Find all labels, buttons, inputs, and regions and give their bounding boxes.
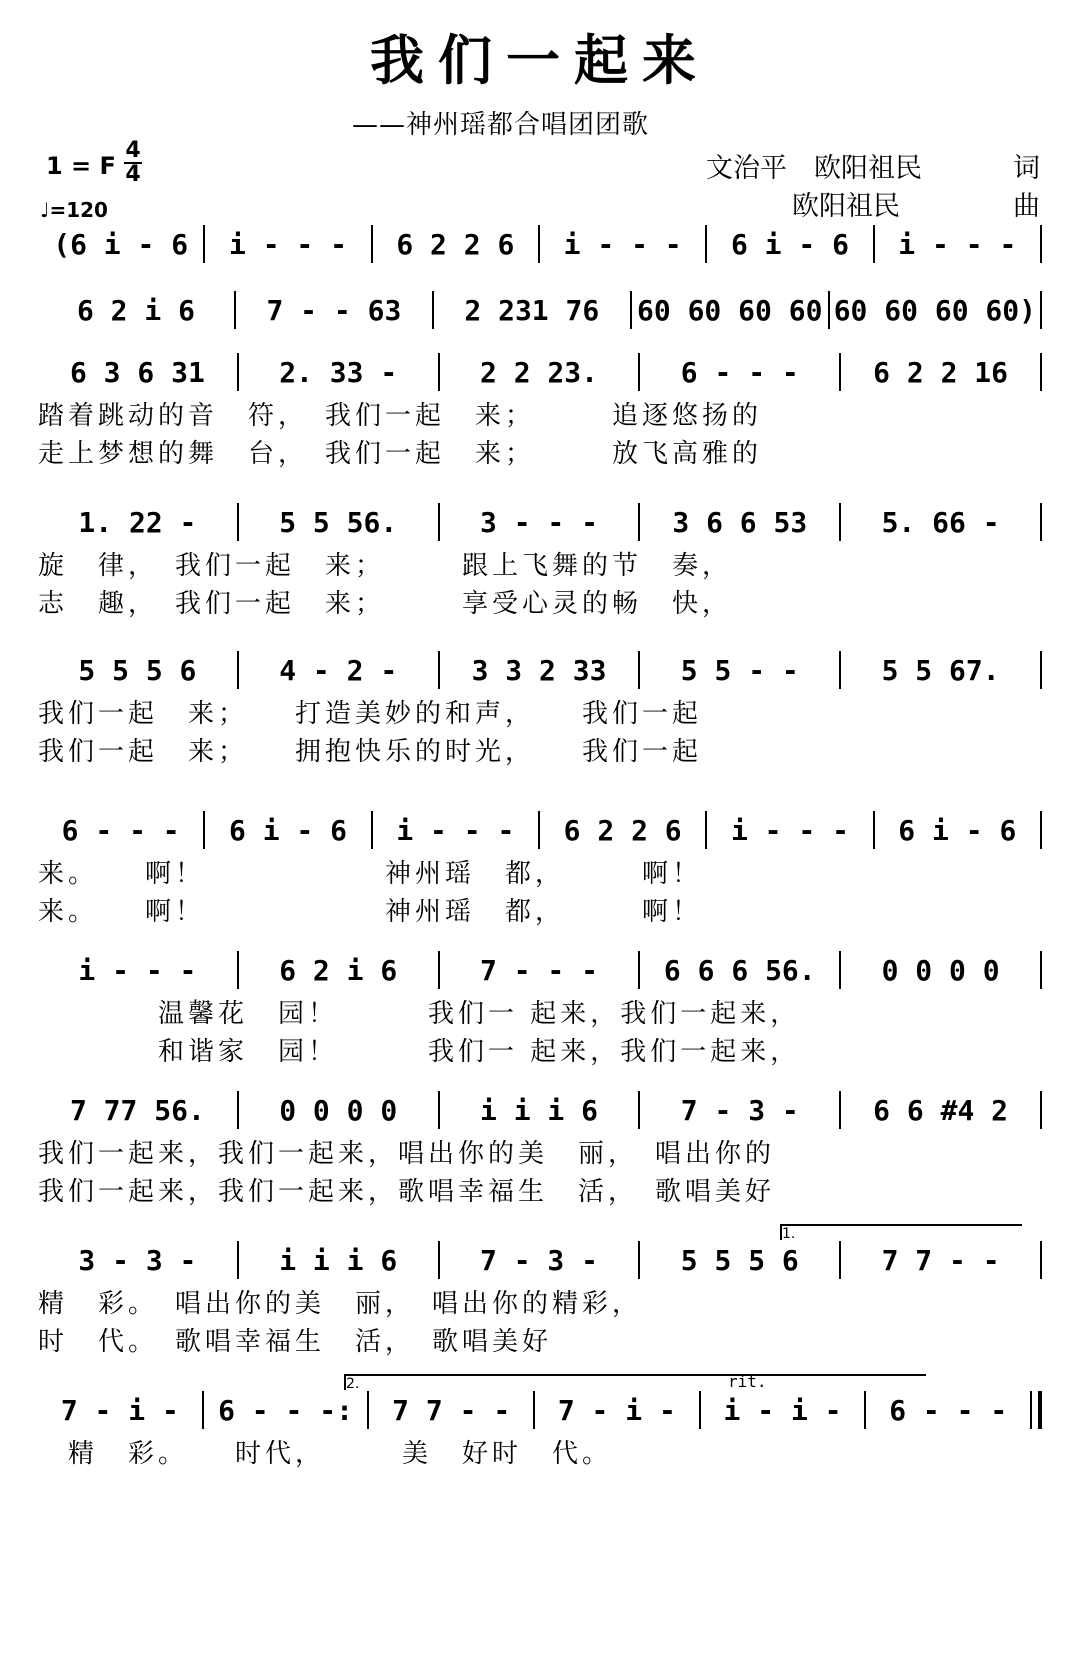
lyric-line: 来。 啊！ 神州瑶 都， 啊！ <box>38 896 703 927</box>
measure <box>239 356 438 389</box>
measure <box>38 1394 202 1427</box>
measure <box>440 506 639 539</box>
measure-notes: (6 i - 6 <box>53 227 189 261</box>
measure <box>875 228 1040 261</box>
score-system <box>38 1226 1042 1358</box>
bar-line <box>1040 291 1042 329</box>
measure-notes: 3 - - - <box>479 505 598 539</box>
measure-notes: 5 5 67. <box>881 653 1000 687</box>
measure-notes: 5 5 56. <box>279 505 398 539</box>
measure <box>535 1394 699 1427</box>
measure <box>440 1244 639 1277</box>
measure-notes: 7 7 - - <box>881 1243 1000 1277</box>
measure-notes: 6 i - 6 <box>898 813 1017 847</box>
measure-notes: 5. 66 - <box>881 505 1000 539</box>
time-signature-bottom: 4 <box>125 162 141 187</box>
time-signature <box>124 140 142 186</box>
measure <box>38 1094 237 1127</box>
measure-notes: i - - - <box>730 813 849 847</box>
lyric-line: 温馨花 园！ 我们一 起来，我们一起来， <box>38 998 801 1029</box>
bar-line <box>1040 651 1042 689</box>
measure-notes: 6 2 2 16 <box>873 355 1009 389</box>
score-system <box>38 500 1042 620</box>
measure-notes: 6 - - - <box>61 813 180 847</box>
tempo-marking <box>40 198 108 222</box>
measure <box>38 1244 237 1277</box>
measure <box>38 654 237 687</box>
score-system <box>38 1372 1042 1470</box>
composer-row <box>706 188 1040 226</box>
measure-notes: 60 60 60 60 <box>637 293 823 327</box>
notes-row <box>38 948 1042 992</box>
measure <box>434 294 630 327</box>
measure-notes: 6 - - -: <box>218 1393 353 1427</box>
score-system <box>38 1088 1042 1208</box>
measure <box>373 814 538 847</box>
measure-notes: i - - - <box>898 227 1017 261</box>
measure <box>239 506 438 539</box>
volta-bracket: 1. <box>780 1224 1022 1240</box>
measure-notes: 5 5 5 6 <box>78 653 197 687</box>
lyric-line: 我们一起 来； 打造美妙的和声， 我们一起 <box>38 698 703 729</box>
measure <box>841 1094 1040 1127</box>
measure <box>204 1394 368 1427</box>
measure-notes: 6 6 #4 2 <box>873 1093 1009 1127</box>
measure <box>640 1094 839 1127</box>
measure <box>841 954 1040 987</box>
measure <box>830 294 1040 327</box>
lyric-line: 时 代。 歌唱幸福生 活， 歌唱美好 <box>38 1326 553 1357</box>
measure-notes: 7 - i - <box>557 1393 676 1427</box>
lyric-line: 精 彩。 时代， 美 好时 代。 <box>38 1438 613 1469</box>
measure <box>841 654 1040 687</box>
lyric-line: 走上梦想的舞 台， 我们一起 来； 放飞高雅的 <box>38 438 763 469</box>
lyric-line: 来。 啊！ 神州瑶 都， 啊！ <box>38 858 703 889</box>
bar-line <box>1040 811 1042 849</box>
measure-notes: 7 - i - <box>60 1393 179 1427</box>
measure-notes: 3 6 6 53 <box>672 505 808 539</box>
notes-row <box>38 222 1042 266</box>
measure-notes: i i i 6 <box>279 1243 398 1277</box>
measure <box>38 294 234 327</box>
measure <box>640 954 839 987</box>
measure-notes: 7 7 - - <box>392 1393 511 1427</box>
bar-line <box>1040 353 1042 391</box>
measure <box>440 356 639 389</box>
measure <box>239 1094 438 1127</box>
bar-line <box>1040 503 1042 541</box>
measure-notes: i - i - <box>723 1393 842 1427</box>
measure <box>540 228 705 261</box>
measure <box>369 1394 533 1427</box>
bar-line <box>1030 1391 1042 1429</box>
notes-row <box>38 1388 1042 1432</box>
measure-notes: 7 - 3 - <box>680 1093 799 1127</box>
measure-notes: 6 i - 6 <box>730 227 849 261</box>
measure-notes: 0 0 0 0 <box>881 953 1000 987</box>
measure <box>640 654 839 687</box>
measure <box>236 294 432 327</box>
notes-row <box>38 288 1042 332</box>
measure <box>640 1244 839 1277</box>
measure <box>701 1394 865 1427</box>
time-signature-top: 4 <box>125 138 141 163</box>
measure-notes: 6 2 i 6 <box>76 293 195 327</box>
key-signature: 1 = F <box>46 152 116 180</box>
measure <box>205 814 370 847</box>
measure <box>440 654 639 687</box>
measure <box>841 1244 1040 1277</box>
measure-notes: 5 5 5 6 <box>680 1243 799 1277</box>
notes-row <box>38 648 1042 692</box>
measure-notes: 60 60 60 60) <box>833 293 1036 327</box>
bar-line <box>1040 1091 1042 1129</box>
score-system <box>38 648 1042 768</box>
composer: 欧阳祖民 <box>792 191 900 222</box>
lyric-line: 志 趣， 我们一起 来； 享受心灵的畅 快， <box>38 588 733 619</box>
tempo-change-marking: rit. <box>728 1372 767 1391</box>
credits <box>706 150 1040 226</box>
bar-line <box>1040 225 1042 263</box>
measure <box>640 356 839 389</box>
notes-row <box>38 350 1042 394</box>
lyricist-role: 词 <box>1013 153 1040 184</box>
lyricist-row <box>706 150 1040 188</box>
measure-notes: 3 3 2 33 <box>471 653 607 687</box>
measure-notes: 5 5 - - <box>680 653 799 687</box>
measure-notes: 4 - 2 - <box>279 653 398 687</box>
measure-notes: 7 - - - <box>479 953 598 987</box>
measure-notes: 7 - - 63 <box>266 293 402 327</box>
song-title: 我们一起来 <box>370 28 710 92</box>
measure <box>440 1094 639 1127</box>
score-system <box>38 288 1042 332</box>
measure <box>38 814 203 847</box>
measure-notes: 6 2 2 6 <box>396 227 515 261</box>
lyric-line: 我们一起来，我们一起来，唱出你的美 丽， 唱出你的 <box>38 1138 776 1169</box>
measure <box>707 228 872 261</box>
measure-notes: i - - - <box>228 227 347 261</box>
measure <box>205 228 370 261</box>
lyric-line: 我们一起来，我们一起来，歌唱幸福生 活， 歌唱美好 <box>38 1176 776 1207</box>
measure-notes: i i i 6 <box>479 1093 598 1127</box>
bar-line <box>1040 951 1042 989</box>
lyric-line: 精 彩。 唱出你的美 丽， 唱出你的精彩， <box>38 1288 643 1319</box>
measure <box>866 1394 1030 1427</box>
measure <box>841 356 1040 389</box>
tempo-value: =120 <box>49 198 108 222</box>
notes-row <box>38 1088 1042 1132</box>
lyric-line: 旋 律， 我们一起 来； 跟上飞舞的节 奏， <box>38 550 733 581</box>
measure-notes: 6 i - 6 <box>228 813 347 847</box>
measure-notes: i - - - <box>78 953 197 987</box>
lyric-line: 踏着跳动的音 符， 我们一起 来； 追逐悠扬的 <box>38 400 763 431</box>
quarter-note-icon: ♩ <box>40 198 50 222</box>
measure <box>875 814 1040 847</box>
lyric-line: 我们一起 来； 拥抱快乐的时光， 我们一起 <box>38 736 703 767</box>
measure-notes: 7 - 3 - <box>479 1243 598 1277</box>
measure <box>440 954 639 987</box>
measure <box>239 954 438 987</box>
measure <box>38 356 237 389</box>
score-system <box>38 350 1042 470</box>
score-system <box>38 948 1042 1068</box>
measure <box>373 228 538 261</box>
measure-notes: 6 3 6 31 <box>69 355 205 389</box>
measure-notes: 6 - - - <box>889 1393 1008 1427</box>
notes-row <box>38 500 1042 544</box>
measure-notes: 1. 22 - <box>78 505 197 539</box>
measure-notes: 6 2 2 6 <box>563 813 682 847</box>
measure-notes: 3 - 3 - <box>78 1243 197 1277</box>
measure-notes: 2 231 76 <box>464 293 600 327</box>
measure-notes: 2. 33 - <box>279 355 398 389</box>
measure <box>38 954 237 987</box>
score-system <box>38 222 1042 266</box>
measure <box>239 654 438 687</box>
bar-line <box>1040 1241 1042 1279</box>
notes-row <box>38 808 1042 852</box>
measure <box>38 506 237 539</box>
volta-bracket: 2. <box>344 1374 926 1390</box>
measure-notes: 6 2 i 6 <box>279 953 398 987</box>
measure <box>841 506 1040 539</box>
score-system <box>38 808 1042 928</box>
composer-role: 曲 <box>1013 191 1040 222</box>
measure <box>707 814 872 847</box>
notes-row <box>38 1238 1042 1282</box>
measure-notes: 2 2 23. <box>479 355 598 389</box>
lyricists: 文治平 欧阳祖民 <box>706 153 922 184</box>
measure <box>540 814 705 847</box>
measure-notes: 6 6 6 56. <box>663 953 816 987</box>
measure <box>239 1244 438 1277</box>
measure-notes: 6 - - - <box>680 355 799 389</box>
lyric-line: 和谐家 园！ 我们一 起来，我们一起来， <box>38 1036 801 1067</box>
measure <box>640 506 839 539</box>
measure <box>38 228 203 261</box>
measure-notes: 7 77 56. <box>69 1093 205 1127</box>
song-subtitle: ——神州瑶都合唱团团歌 <box>352 110 650 140</box>
measure-notes: 0 0 0 0 <box>279 1093 398 1127</box>
measure-notes: i - - - <box>396 813 515 847</box>
measure <box>632 294 828 327</box>
measure-notes: i - - - <box>563 227 682 261</box>
